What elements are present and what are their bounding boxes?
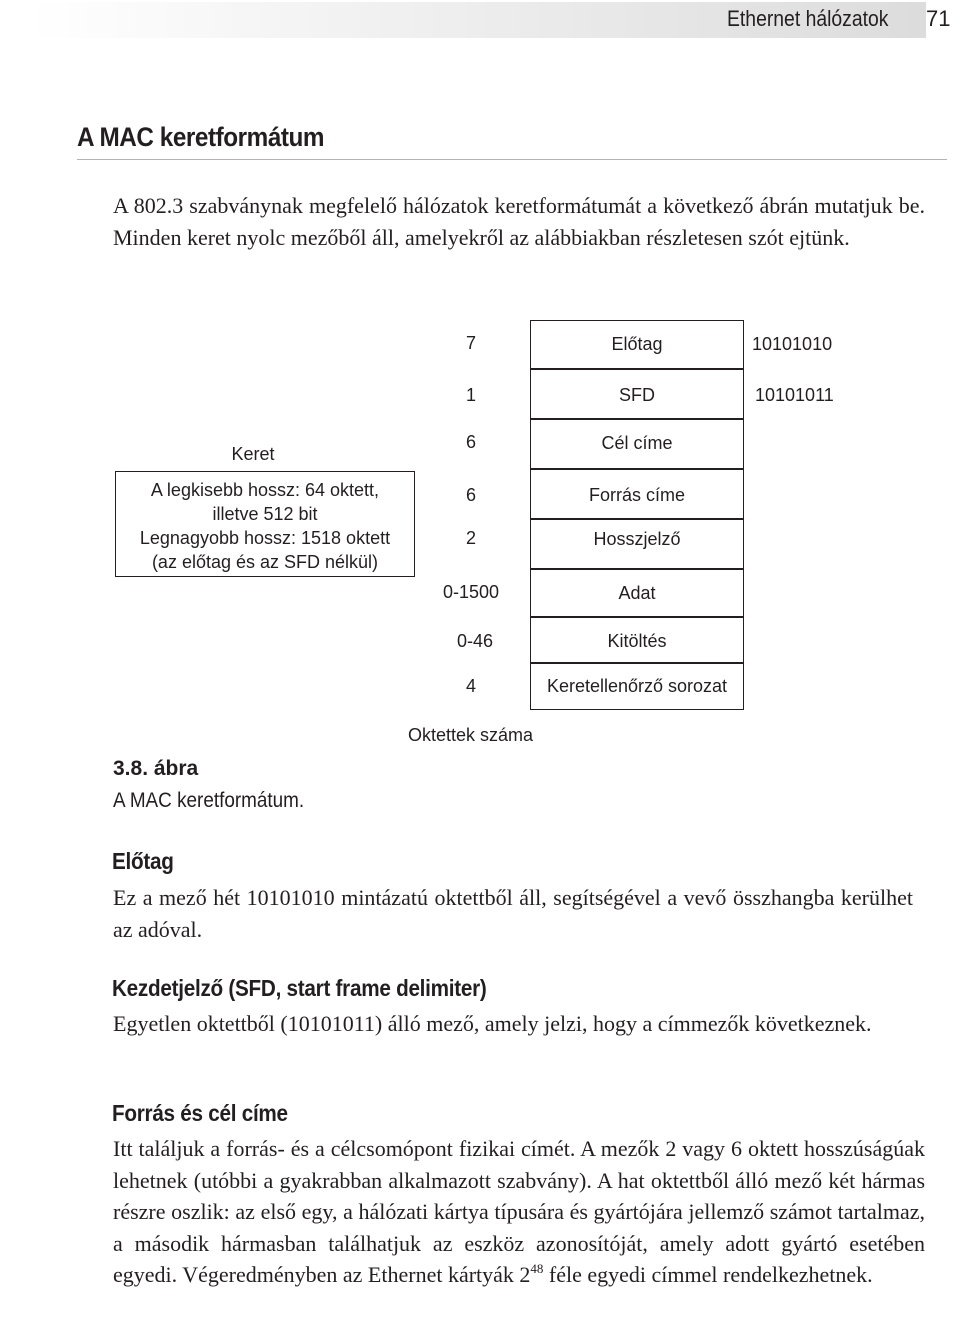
keret-label: Keret xyxy=(231,444,275,464)
frame-divider xyxy=(530,368,744,370)
octets-axis-label: Oktettek száma xyxy=(408,725,534,745)
exponent: 48 xyxy=(530,1261,544,1276)
running-header-title: Ethernet hálózatok xyxy=(726,6,888,31)
frame-divider xyxy=(530,662,744,664)
octet-count-padding: 0-46 xyxy=(456,631,494,651)
keret-line: (az előtag és az SFD nélkül) xyxy=(151,552,379,572)
field-sfd: SFD xyxy=(619,385,655,405)
subsection-title-addresses: Forrás és cél címe xyxy=(112,1100,288,1126)
frame-divider xyxy=(530,468,744,470)
subsection-text-sfd: Egyetlen oktettből (10101011) álló mező, amely jelzi, hogy a címmezők következnek. xyxy=(113,1011,872,1036)
octet-count-preamble: 7 xyxy=(465,333,476,353)
field-destination-address: Cél címe xyxy=(601,433,673,453)
subsection-title-sfd: Kezdetjelző (SFD, start frame delimiter) xyxy=(112,975,487,1001)
keret-line: illetve 512 bit xyxy=(212,504,318,524)
field-padding: Kitöltés xyxy=(607,631,667,651)
octet-count-fcs: 4 xyxy=(465,676,476,696)
field-preamble: Előtag xyxy=(611,334,663,354)
frame-divider xyxy=(530,568,744,570)
octet-count-length: 2 xyxy=(465,528,476,548)
field-source-address: Forrás címe xyxy=(588,485,685,505)
page-number: 71 xyxy=(926,6,951,31)
subsection-text-preamble: Ez a mező hét 10101010 mintázatú oktettből áll, segítségével a vevő összhangba kerülhet az adóval. xyxy=(113,885,913,942)
keret-line: A legkisebb hossz: 64 oktett, xyxy=(150,480,380,500)
field-fcs: Keretellenőrző sorozat xyxy=(546,676,728,696)
addresses-text-part: Itt találjuk a forrás- és a célcsomópont fizikai címét. A mezők 2 vagy 6 oktett hosszúságúak lehetnek (utóbbi a gyakrabban alkalmazott szabvány). A hat oktettből álló mező két hármas részre oszlik: az első egy, a hálózati kártya típusára és gyártójára jellemző számot tartalmaz, a második hármasban találhatjuk az eszköz azonosítóját, amely adott gyártó esetében egyedi. Végeredményben az Ethernet kártyák 2 xyxy=(113,1136,925,1287)
figure-number: 3.8. ábra xyxy=(113,757,199,780)
subsection-text-addresses xyxy=(113,1133,925,1291)
addresses-text-part: féle egyedi címmel rendelkezhetnek. xyxy=(543,1262,873,1287)
preamble-pattern: 10101010 xyxy=(752,334,833,354)
octet-count-source: 6 xyxy=(465,485,476,505)
section-title: A MAC keretformátum xyxy=(77,122,325,152)
figure-caption: A MAC keretformátum. xyxy=(113,789,305,812)
frame-divider xyxy=(530,518,744,520)
octet-count-data: 0-1500 xyxy=(442,582,500,602)
frame-divider xyxy=(530,418,744,420)
field-data: Adat xyxy=(618,583,656,603)
octet-count-sfd: 1 xyxy=(465,385,476,405)
section-rule xyxy=(77,159,947,160)
subsection-title-preamble: Előtag xyxy=(112,848,174,874)
sfd-pattern: 10101011 xyxy=(755,385,834,405)
field-length: Hosszjelző xyxy=(593,529,681,549)
intro-paragraph: A 802.3 szabványnak megfelelő hálózatok keretformátumát a következő ábrán mutatjuk be. Minden keret nyolc mezőből áll, amelyekről az alábbiakban részletesen szót ejtünk. xyxy=(113,193,925,250)
octet-count-destination: 6 xyxy=(465,432,476,452)
keret-line: Legnagyobb hossz: 1518 oktett xyxy=(139,528,391,548)
frame-divider xyxy=(530,616,744,618)
